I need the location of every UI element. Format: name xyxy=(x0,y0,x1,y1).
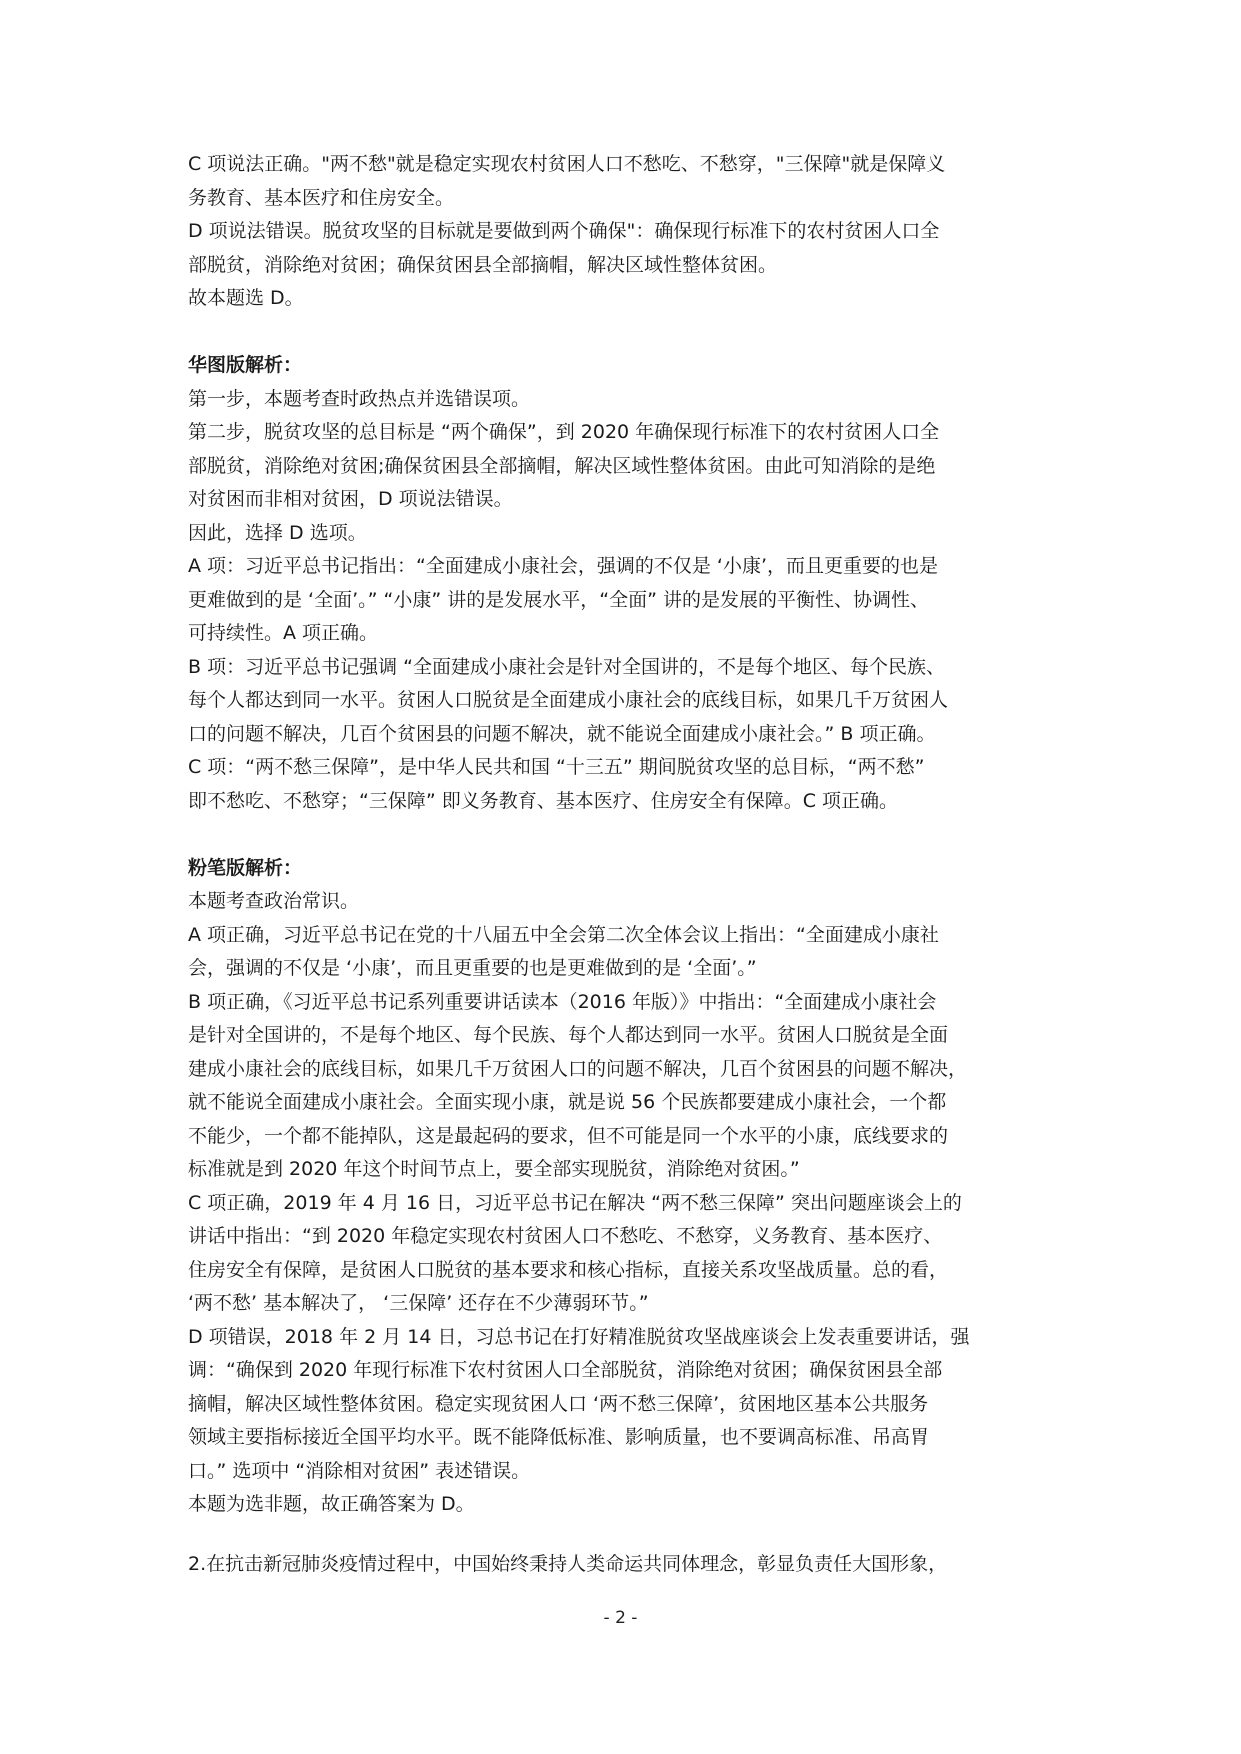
text-line: 就不能说全面建成小康社会。全面实现小康，就是说 56 个民族都要建成小康社会，一个都 xyxy=(188,1091,947,1113)
section-gap xyxy=(188,818,1068,852)
text-line: 部脱贫，消除绝对贫困；确保贫困县全部摘帽，解决区域性整体贫困。 xyxy=(188,253,778,276)
text-line: 本题为选非题，故正确答案为 D。 xyxy=(188,1493,475,1515)
text-line: C 项：“两不愁三保障”，是中华人民共和国 “十三五” 期间脱贫攻坚的总目标，“两不愁” xyxy=(188,756,925,778)
text-line: 可持续性。A 项正确。 xyxy=(188,622,379,644)
fenbi-heading: 粉笔版解析： xyxy=(188,856,303,879)
text-line: 口的问题不解决，几百个贫困县的问题不解决，就不能说全面建成小康社会。” B 项正确。 xyxy=(188,722,936,745)
huatu-heading: 华图版解析： xyxy=(188,354,303,376)
text-line: 因此，选择 D 选项。 xyxy=(188,521,367,544)
text-line: 口。” 选项中 “消除相对贫困” 表述错误。 xyxy=(188,1459,531,1482)
huatu-analysis-section xyxy=(188,349,1068,818)
text-line: D 项错误，2018 年 2 月 14 日，习总书记在打好精准脱贫攻坚战座谈会上发表重要讲话，强 xyxy=(188,1325,970,1348)
text-line: 务教育、基本医疗和住房安全。 xyxy=(188,186,455,209)
text-line: 本题考查政治常识。 xyxy=(188,890,360,912)
document-body xyxy=(188,148,1068,1522)
text-line: A 项：习近平总书记指出：“全面建成小康社会，强调的不仅是 ‘小康’，而且更重要的也是 xyxy=(188,555,939,577)
text-line: B 项：习近平总书记强调 “全面建成小康社会是针对全国讲的，不是每个地区、每个民族、 xyxy=(188,655,945,678)
text-line: 部脱贫，消除绝对贫困;确保贫困县全部摘帽，解决区域性整体贫困。由此可知消除的是绝 xyxy=(188,454,936,477)
intro-section xyxy=(188,148,1068,316)
text-line: C 项正确，2019 年 4 月 16 日，习近平总书记在解决 “两不愁三保障” 突出问题座谈会上的 xyxy=(188,1191,962,1214)
text-line: 会，强调的不仅是 ‘小康’，而且更重要的也是更难做到的是 ‘全面’。” xyxy=(188,957,757,979)
text-line: 第一步，本题考查时政热点并选错误项。 xyxy=(188,387,531,410)
section-gap xyxy=(188,316,1068,350)
text-line: 第二步，脱贫攻坚的总目标是 “两个确保”，到 2020 年确保现行标准下的农村贫困人口全 xyxy=(188,421,940,443)
text-line: 不能少，一个都不能掉队，这是最起码的要求，但不可能是同一个水平的小康，底线要求的 xyxy=(188,1124,949,1147)
text-line: 是针对全国讲的，不是每个地区、每个民族、每个人都达到同一水平。贫困人口脱贫是全面 xyxy=(188,1024,949,1046)
fenbi-analysis-section xyxy=(188,852,1068,1522)
text-line: 对贫困而非相对贫困，D 项说法错误。 xyxy=(188,488,513,510)
text-line: 每个人都达到同一水平。贫困人口脱贫是全面建成小康社会的底线目标，如果几千万贫困人 xyxy=(188,689,949,711)
text-line: D 项说法错误。脱贫攻坚的目标就是要做到两个确保"：确保现行标准下的农村贫困人口全 xyxy=(188,220,940,242)
text-line: 即不愁吃、不愁穿；“三保障” 即义务教育、基本医疗、住房安全有保障。C 项正确。 xyxy=(188,789,899,812)
text-line: 调：“确保到 2020 年现行标准下农村贫困人口全部脱贫，消除绝对贫困；确保贫困县全部 xyxy=(188,1359,943,1381)
text-line: B 项正确，《习近平总书记系列重要讲话读本（2016 年版）》中指出：“全面建成小康社会 xyxy=(188,990,937,1013)
page-number: - 2 - xyxy=(603,1608,638,1628)
text-line: A 项正确，习近平总书记在党的十八届五中全会第二次全体会议上指出：“全面建成小康社 xyxy=(188,923,939,946)
text-line: ‘两不愁’ 基本解决了， ‘三保障’ 还存在不少薄弱环节。” xyxy=(188,1292,649,1314)
text-line: 摘帽，解决区域性整体贫困。稳定实现贫困人口 ‘两不愁三保障’，贫困地区基本公共服务 xyxy=(188,1392,929,1415)
text-line: 故本题选 D。 xyxy=(188,287,304,309)
text-line: 更难做到的是 ‘全面’。” “小康” 讲的是发展水平，“全面” 讲的是发展的平衡性、协调性、 xyxy=(188,588,929,611)
text-line: C 项说法正确。"两不愁"就是稳定实现农村贫困人口不愁吃、不愁穿，"三保障"就是保障义 xyxy=(188,153,946,175)
next-question-text: 2.在抗击新冠肺炎疫情过程中，中国始终秉持人类命运共同体理念，彰显负责任大国形象， xyxy=(188,1553,948,1575)
text-line: 领域主要指标接近全国平均水平。既不能降低标准、影响质量，也不要调高标准、吊高胃 xyxy=(188,1426,930,1448)
text-line: 讲话中指出：“到 2020 年稳定实现农村贫困人口不愁吃、不愁穿，义务教育、基本医疗、 xyxy=(188,1225,943,1247)
text-line: 建成小康社会的底线目标，如果几千万贫困人口的问题不解决，几百个贫困县的问题不解决， xyxy=(188,1057,968,1080)
text-line: 住房安全有保障，是贫困人口脱贫的基本要求和核心指标，直接关系攻坚战质量。总的看， xyxy=(188,1258,949,1281)
text-line: 标准就是到 2020 年这个时间节点上，要全部实现脱贫，消除绝对贫困。” xyxy=(188,1158,800,1180)
